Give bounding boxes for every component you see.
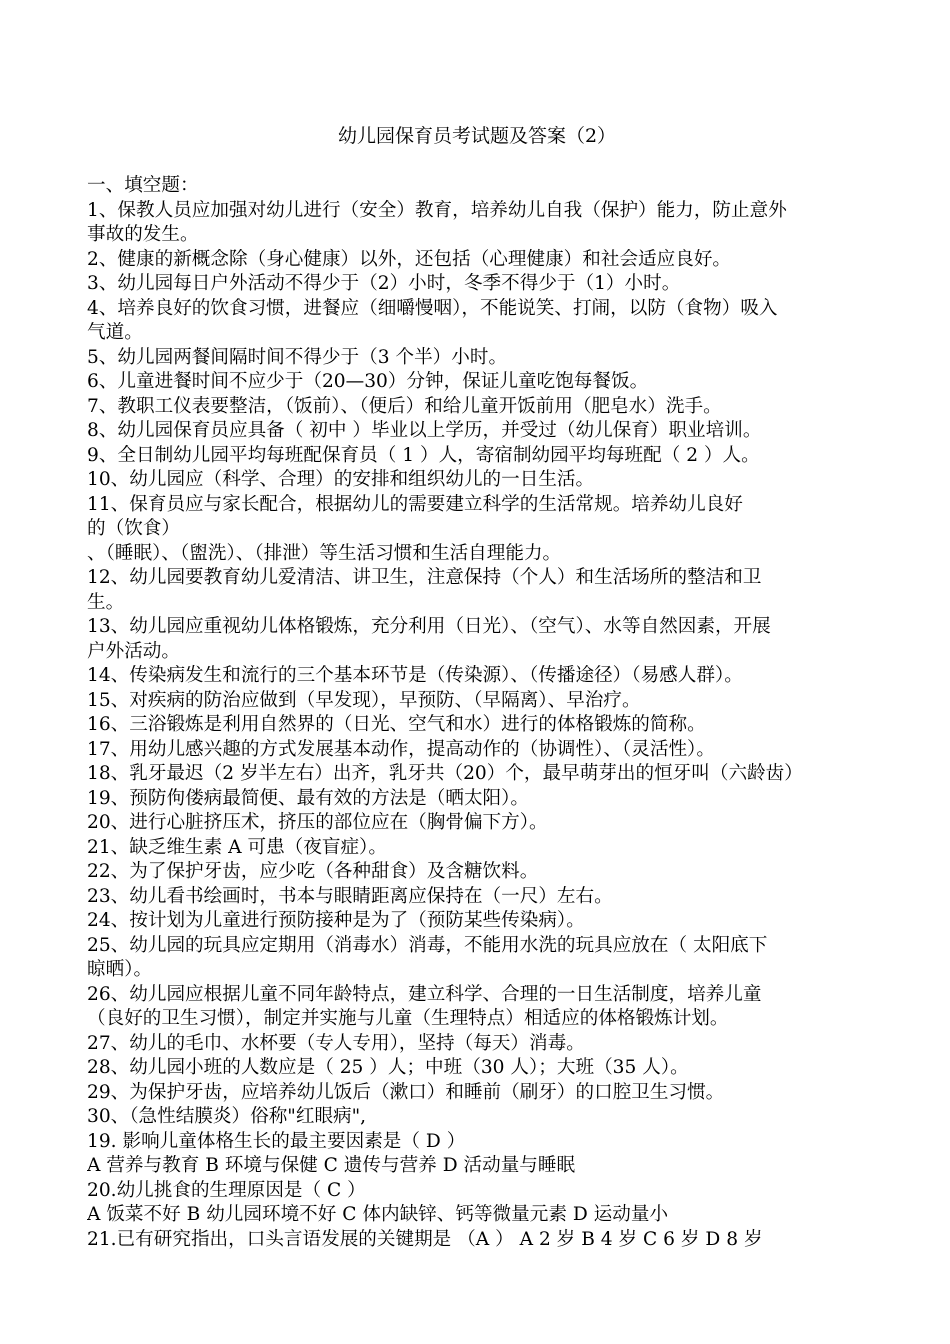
text-line: 5、幼儿园两餐间隔时间不得少于（3 个半）小时。 [87, 346, 508, 368]
text-line: 19. 影响儿童体格生长的最主要因素是（ D ） [87, 1130, 466, 1152]
text-line: 24、按计划为儿童进行预防接种是为了（预防某些传染病）。 [87, 910, 585, 931]
text-line: 19、预防佝偻病最简便、最有效的方法是（晒太阳）。 [87, 787, 530, 809]
text-line: 事故的发生。 [87, 224, 199, 245]
text-line: 18、乳牙最迟（2 岁半左右）出齐，乳牙共（20）个，最早萌芽出的恒牙叫（六龄齿） [87, 763, 803, 784]
text-line: 12、幼儿园要教育幼儿爱清洁、讲卫生，注意保持（个人）和生活场所的整洁和卫 [87, 567, 762, 588]
text-line: 7、教职工仪表要整洁，（饭前）、（便后）和给儿童开饭前用（肥皂水）洗手。 [87, 395, 722, 417]
text-line: 气道。 [87, 322, 143, 343]
text-line: 晾晒）。 [87, 959, 153, 980]
text-line: 26、幼儿园应根据儿童不同年龄特点，建立科学、合理的一日生活制度，培养儿童 [87, 983, 762, 1005]
text-line: 生。 [87, 591, 125, 613]
text-line: 8、幼儿园保育员应具备（ 初中 ）毕业以上学历，并受过（幼儿保育）职业培训。 [87, 420, 762, 441]
text-line: 1、保教人员应加强对幼儿进行（安全）教育，培养幼儿自我（保护）能力，防止意外 [87, 199, 787, 221]
text-line: A 营养与教育 B 环境与保健 C 遗传与营养 D 活动量与睡眠 [87, 1155, 576, 1176]
text-line: 、（睡眠）、（盥洗）、（排泄）等生活习惯和生活自理能力。 [87, 542, 562, 564]
document-page [87, 124, 867, 1252]
text-line: 23、幼儿看书绘画时，书本与眼睛距离应保持在（一尺）左右。 [87, 885, 613, 907]
text-line: 2、健康的新概念除（身心健康）以外，还包括（心理健康）和社会适应良好。 [87, 248, 732, 270]
document-body [87, 174, 867, 1252]
text-line: 的（饮食） [87, 518, 180, 539]
text-line: （良好的卫生习惯），制定并实施与儿童（生理特点）相适应的体格锻炼计划。 [87, 1008, 729, 1029]
text-line: 11、保育员应与家长配合，根据幼儿的需要建立科学的生活常规。培养幼儿良好 [87, 493, 743, 515]
text-line: 16、三浴锻炼是利用自然界的（日光、空气和水）进行的体格锻炼的简称。 [87, 714, 706, 735]
text-line: 4、培养良好的饮食习惯，进餐应（细嚼慢咽），不能说笑、打闹，以防（食物）吸入 [87, 297, 778, 319]
text-line: 15、对疾病的防治应做到（早发现），早预防、（早隔离）、早治疗。 [87, 689, 641, 711]
text-line: 13、幼儿园应重视幼儿体格锻炼，充分利用（日光）、（空气）、水等自然因素，开展 [87, 616, 771, 637]
text-line: 22、为了保护牙齿，应少吃（各种甜食）及含糖饮料。 [87, 861, 539, 882]
text-line: 14、传染病发生和流行的三个基本环节是（传染源）、（传播途径）（易感人群）。 [87, 665, 743, 686]
text-line: 一、填空题： [87, 175, 199, 196]
text-line: 3、幼儿园每日户外活动不得少于（2）小时，冬季不得少于（1）小时。 [87, 273, 681, 294]
text-line: 10、幼儿园应（科学、合理）的安排和组织幼儿的一日生活。 [87, 469, 595, 490]
text-line: 21.已有研究指出，口头言语发展的关键期是 （A ） A 2 岁 B 4 岁 C 6 岁 D 8 岁 [87, 1228, 763, 1250]
text-line: A 饭菜不好 B 幼儿园环境不好 C 体内缺锌、钙等微量元素 D 运动量小 [87, 1204, 669, 1225]
text-line: 9、全日制幼儿园平均每班配保育员（ 1 ）人，寄宿制幼园平均每班配（ 2 ）人。 [87, 444, 760, 466]
document-title: 幼儿园保育员考试题及答案（2） [337, 125, 617, 147]
text-line: 20.幼儿挑食的生理原因是（ C ） [87, 1179, 366, 1201]
text-line: 29、为保护牙齿，应培养幼儿饭后（漱口）和睡前（刷牙）的口腔卫生习惯。 [87, 1081, 725, 1103]
text-line: 户外活动。 [87, 640, 180, 662]
text-line: 6、儿童进餐时间不应少于（20—30）分钟，保证儿童吃饱每餐饭。 [87, 371, 649, 392]
text-line: 17、用幼儿感兴趣的方式发展基本动作，提高动作的（协调性）、（灵活性）。 [87, 738, 715, 760]
text-line: 30、（急性结膜炎）俗称"红眼病", [87, 1106, 367, 1127]
text-line: 28、幼儿园小班的人数应是（ 25 ）人；中班（30 人）；大班（35 人）。 [87, 1057, 689, 1078]
text-line: 27、幼儿的毛巾、水杯要（专人专用），坚持（每天）消毒。 [87, 1032, 585, 1054]
text-line: 21、缺乏维生素 A 可患（夜盲症）。 [87, 836, 387, 858]
text-line: 25、幼儿园的玩具应定期用（消毒水）消毒，不能用水洗的玩具应放在（ 太阳底下 [87, 934, 768, 956]
text-line: 20、进行心脏挤压术，挤压的部位应在（胸骨偏下方）。 [87, 812, 548, 833]
